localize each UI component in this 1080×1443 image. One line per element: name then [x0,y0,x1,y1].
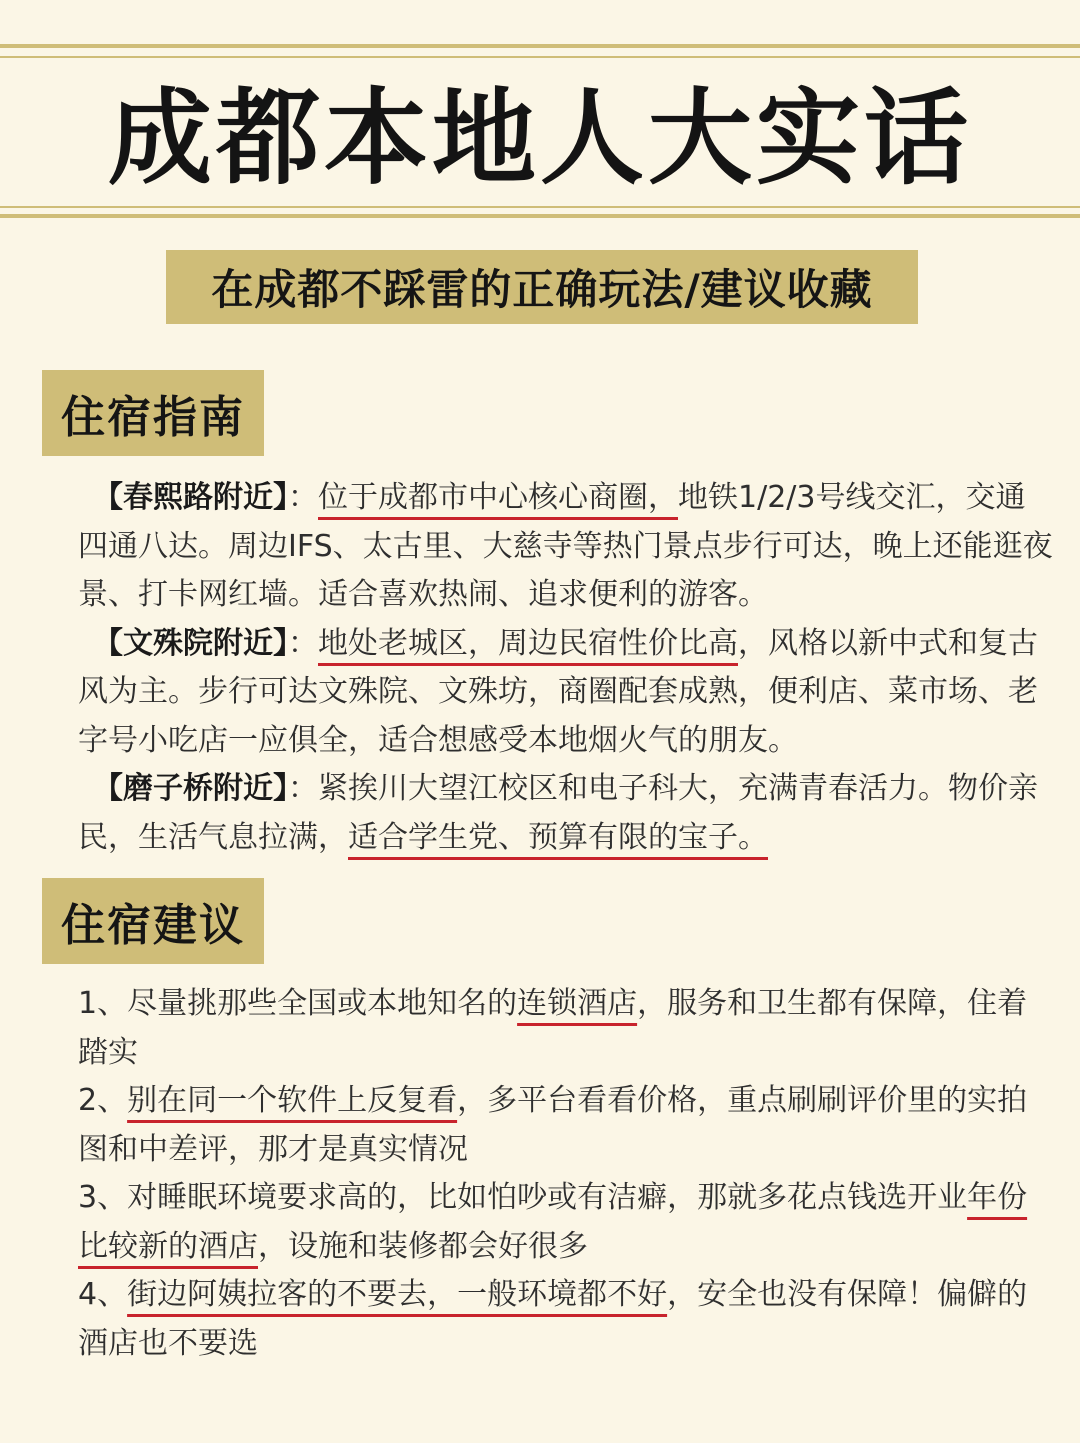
area-name: 【文殊院附近】 [93,625,288,661]
advice-text: 3、对睡眠环境要求高的，比如怕吵或有洁癖，那就多花点钱选开业 [78,1180,968,1215]
bottom-rule-thick [0,214,1080,218]
area-colon: ： [288,771,318,806]
area-description: ，风格以新中式和复古风为主。步行可达文殊院、文殊坊，商圈配套成熟，便利店、菜市场、老字号小吃店一应俱全，适合想感受本地烟火气的朋友。 [78,625,1038,758]
page-title: 成都本地人大实话 [107,77,972,199]
advice-content [78,980,1053,1368]
highlighted-text: 适合学生党、预算有限的宝子。 [348,819,768,855]
advice-item [78,1271,1053,1368]
advice-text: 2、 [78,1083,128,1118]
section-heading-guide [42,370,264,456]
highlighted-text: 连锁酒店 [517,986,638,1021]
area-description: 紧挨川大望江校区和电子科大，充满青春活力。物价亲民，生活气息拉满， [78,771,1038,855]
area-name: 【春熙路附近】 [93,480,288,515]
advice-item [78,1174,1053,1271]
advice-text: ，多平台看看价格，重点刷刷评价里的实拍图和中差评，那才是真实情况 [78,1083,1028,1167]
highlighted-text: 地处老城区，周边民宿性价比高 [318,625,738,661]
highlighted-text: 年份比较新的酒店 [78,1180,1028,1264]
advice-item [78,1077,1053,1174]
top-rule-thin [0,56,1080,58]
highlighted-text: 别在同一个软件上反复看 [127,1083,458,1118]
advice-text: 4、 [78,1277,128,1312]
area-colon: ： [288,625,318,661]
area-moziqiao [78,765,1053,862]
subtitle-banner [166,250,918,324]
area-wenshuyuan [78,620,1053,766]
advice-text: 1、尽量挑那些全国或本地知名的 [78,986,518,1021]
section-heading-advice [42,878,264,964]
advice-text: ，安全也没有保障！偏僻的酒店也不要选 [78,1277,1028,1361]
section-heading-advice-text: 住宿建议 [61,900,245,951]
subtitle-text: 在成都不踩雷的正确玩法/建议收藏 [211,265,873,314]
advice-item [78,980,1053,1077]
highlighted-text: 位于成都市中心核心商圈， [318,480,678,515]
top-rule-thick [0,44,1080,48]
area-name: 【磨子桥附近】 [93,771,288,806]
section-heading-guide-text: 住宿指南 [61,392,245,443]
highlighted-text: 街边阿姨拉客的不要去，一般环境都不好 [127,1277,668,1312]
area-colon: ： [288,480,318,515]
advice-text: ，服务和卫生都有保障，住着踏实 [78,986,1028,1070]
area-chunxilu [78,474,1053,620]
advice-text: ，设施和装修都会好很多 [258,1228,588,1264]
guide-content [78,474,1053,862]
area-description: 地铁1/2/3号线交汇，交通四通八达。周边IFS、太古里、大慈寺等热门景点步行可达，晚上还能逛夜景、打卡网红墙。适合喜欢热闹、追求便利的游客。 [78,480,1053,612]
